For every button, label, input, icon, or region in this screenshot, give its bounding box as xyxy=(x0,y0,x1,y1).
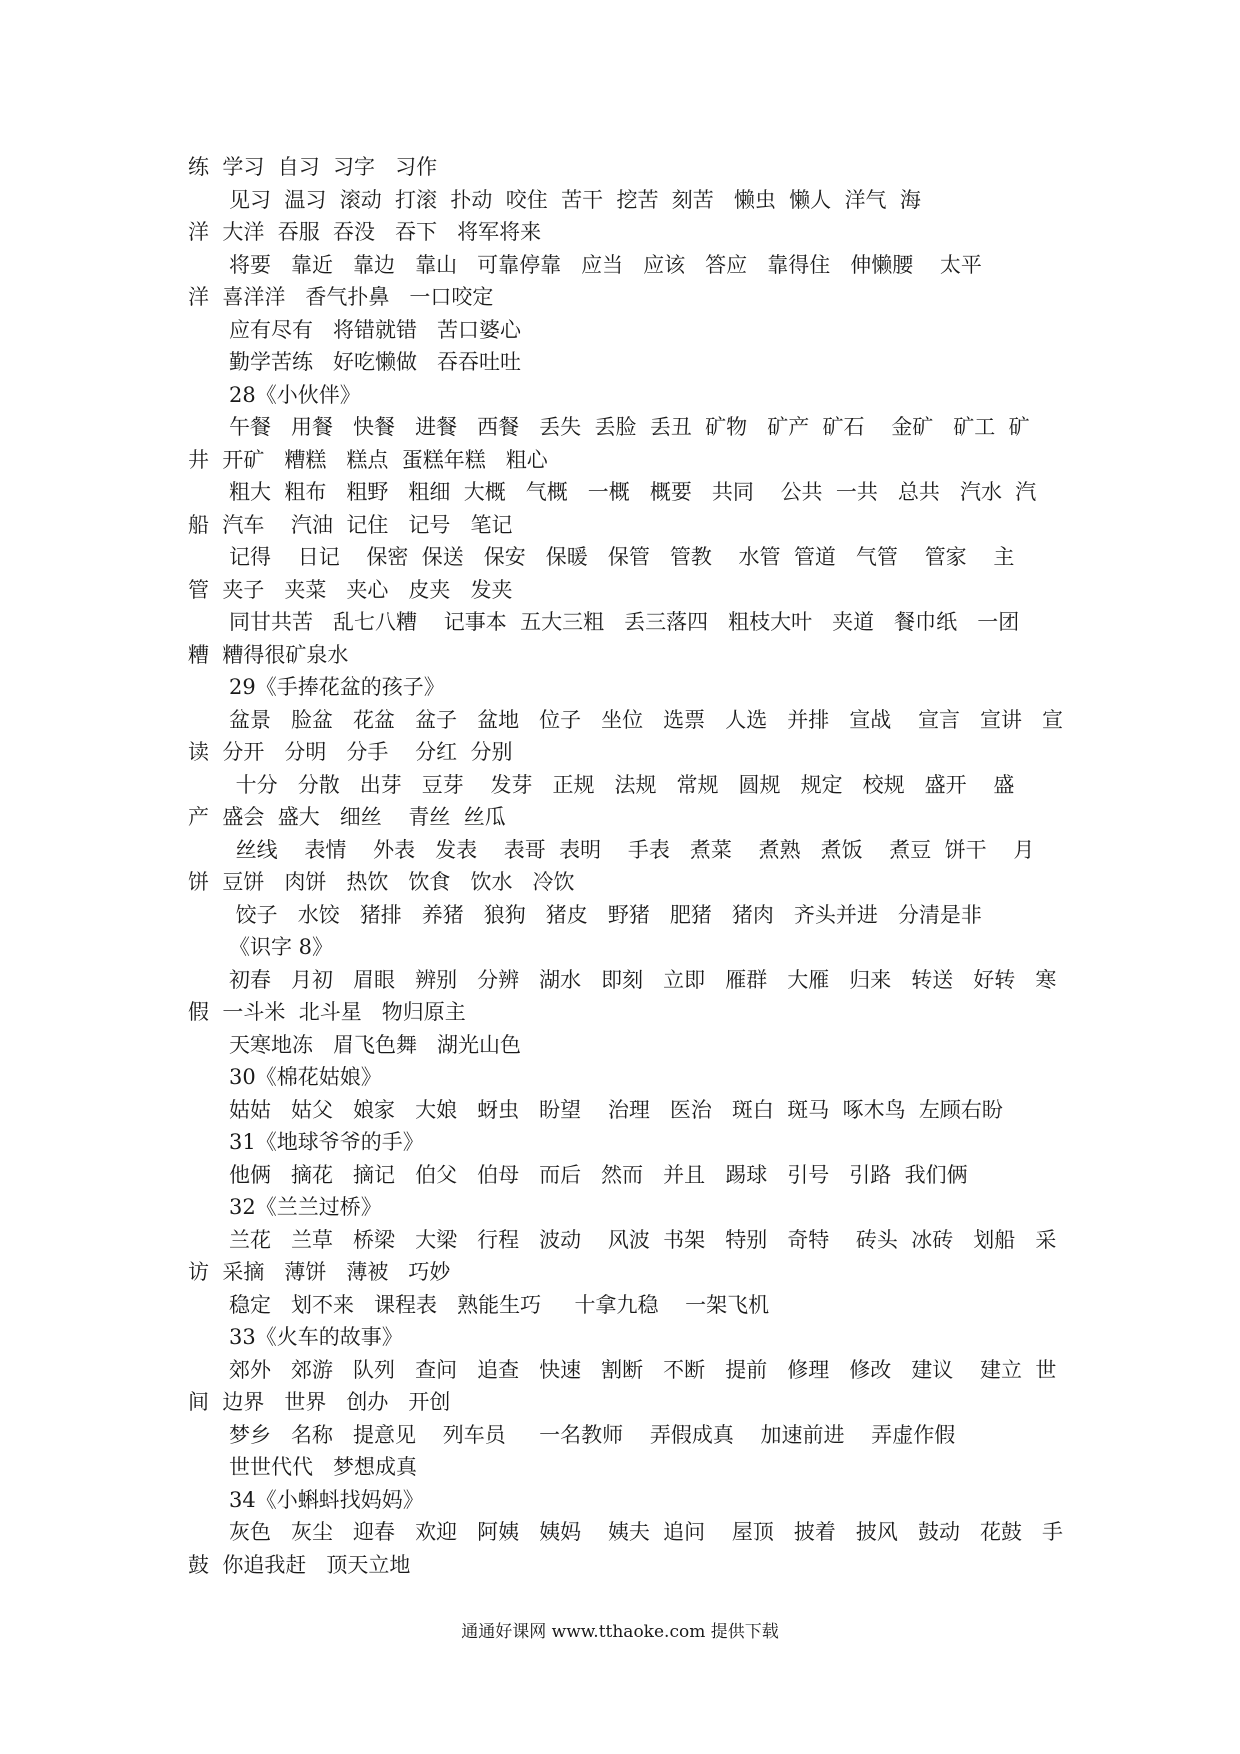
page-footer: 通通好课网 www.tthaoke.com 提供下载 xyxy=(461,1622,779,1642)
text-line: 28《小伙伴》 xyxy=(229,382,361,407)
text-line: 饼 豆饼 肉饼 热饮 饮食 饮水 冷饮 xyxy=(188,870,575,894)
text-line: 32《兰兰过桥》 xyxy=(229,1195,382,1219)
text-line: 管 夹子 夹菜 夹心 皮夹 发夹 xyxy=(188,577,513,602)
text-line: 午餐 用餐 快餐 进餐 西餐 丢失 丢脸 丢丑 矿物 矿产 矿石 金矿 矿工 矿 xyxy=(229,415,1030,439)
text-line: 练 学习 自习 习字 习作 xyxy=(188,155,438,179)
text-line: 记得 日记 保密 保送 保安 保暖 保管 管教 水管 管道 气管 管家 主 xyxy=(229,545,1015,569)
text-line: 产 盛会 盛大 细丝 青丝 丝瓜 xyxy=(188,805,506,829)
text-line: 糟 糟得很矿泉水 xyxy=(188,642,349,667)
text-line: 30《棉花姑娘》 xyxy=(229,1065,382,1089)
text-line: 假 一斗米 北斗星 物归原主 xyxy=(188,1000,466,1024)
text-line: 读 分开 分明 分手 分红 分别 xyxy=(188,740,513,764)
text-line: 他俩 摘花 摘记 伯父 伯母 而后 然而 并且 踢球 引号 引路 我们俩 xyxy=(229,1162,968,1187)
text-line: 间 边界 世界 创办 开创 xyxy=(188,1390,451,1414)
text-line: 34《小蝌蚪找妈妈》 xyxy=(229,1487,424,1512)
text-line: 盆景 脸盆 花盆 盆子 盆地 位子 坐位 选票 人选 并排 宣战 宣言 宣讲 宣 xyxy=(229,707,1064,732)
text-line: 姑姑 姑父 娘家 大娘 蚜虫 盼望 治理 医治 斑白 斑马 啄木鸟 左顾右盼 xyxy=(229,1097,1003,1122)
text-line: 船 汽车 汽油 记住 记号 笔记 xyxy=(188,512,513,537)
text-line: 将要 靠近 靠边 靠山 可靠停靠 应当 应该 答应 靠得住 伸懒腰 太平 xyxy=(229,252,982,277)
text-line: 见习 温习 滚动 打滚 扑动 咬住 苦干 挖苦 刻苦 懒虫 懒人 洋气 海 xyxy=(229,187,921,212)
text-line: 饺子 水饺 猪排 养猪 狼狗 猪皮 野猪 肥猪 猪肉 齐头并进 分清是非 xyxy=(229,902,982,927)
text-line: 粗大 粗布 粗野 粗细 大概 气概 一概 概要 共同 公共 一共 总共 汽水 汽 xyxy=(229,480,1037,504)
text-line: 31《地球爷爷的手》 xyxy=(229,1130,424,1154)
text-line: 郊外 郊游 队列 查问 追查 快速 割断 不断 提前 修理 修改 建议 建立 世 xyxy=(229,1357,1057,1382)
text-line: 洋 喜洋洋 香气扑鼻 一口咬定 xyxy=(188,285,494,309)
text-line: 初春 月初 眉眼 辨别 分辨 湖水 即刻 立即 雁群 大雁 归来 转送 好转 寒 xyxy=(229,967,1057,992)
text-line: 鼓 你追我赶 顶天立地 xyxy=(188,1552,411,1577)
text-line: 十分 分散 出芽 豆芽 发芽 正规 法规 常规 圆规 规定 校规 盛开 盛 xyxy=(229,772,1015,797)
text-line: 访 采摘 薄饼 薄被 巧妙 xyxy=(188,1260,451,1284)
text-line: 世世代代 梦想成真 xyxy=(229,1455,418,1479)
text-line: 同甘共苦 乱七八糟 记事本 五大三粗 丢三落四 粗枝大叶 夹道 餐巾纸 一团 xyxy=(229,610,1020,634)
text-line: 洋 大洋 吞服 吞没 吞下 将军将来 xyxy=(188,220,542,244)
text-line: 天寒地冻 眉飞色舞 湖光山色 xyxy=(229,1032,522,1057)
text-line: 灰色 灰尘 迎春 欢迎 阿姨 姨妈 姨夫 追问 屋顶 披着 披风 鼓动 花鼓 手 xyxy=(229,1520,1064,1544)
text-line: 29《手捧花盆的孩子》 xyxy=(229,675,445,699)
text-line: 勤学苦练 好吃懒做 吞吞吐吐 xyxy=(229,350,522,374)
text-line: 33《火车的故事》 xyxy=(229,1325,403,1349)
text-line: 丝线 表情 外表 发表 表哥 表明 手表 煮菜 煮熟 煮饭 煮豆 饼干 月 xyxy=(229,837,1035,862)
word-list-body xyxy=(188,151,1064,1581)
text-line: 梦乡 名称 提意见 列车员 一名教师 弄假成真 加速前进 弄虚作假 xyxy=(229,1422,956,1447)
text-line: 应有尽有 将错就错 苦口婆心 xyxy=(229,317,522,342)
text-line: 兰花 兰草 桥梁 大梁 行程 波动 风波 书架 特别 奇特 砖头 冰砖 划船 采 xyxy=(229,1227,1057,1252)
text-line: 《识字 8》 xyxy=(229,935,334,959)
text-line: 稳定 划不来 课程表 熟能生巧 十拿九稳 一架飞机 xyxy=(229,1292,770,1317)
text-line: 井 开矿 糟糕 糕点 蛋糕年糕 粗心 xyxy=(188,447,548,472)
